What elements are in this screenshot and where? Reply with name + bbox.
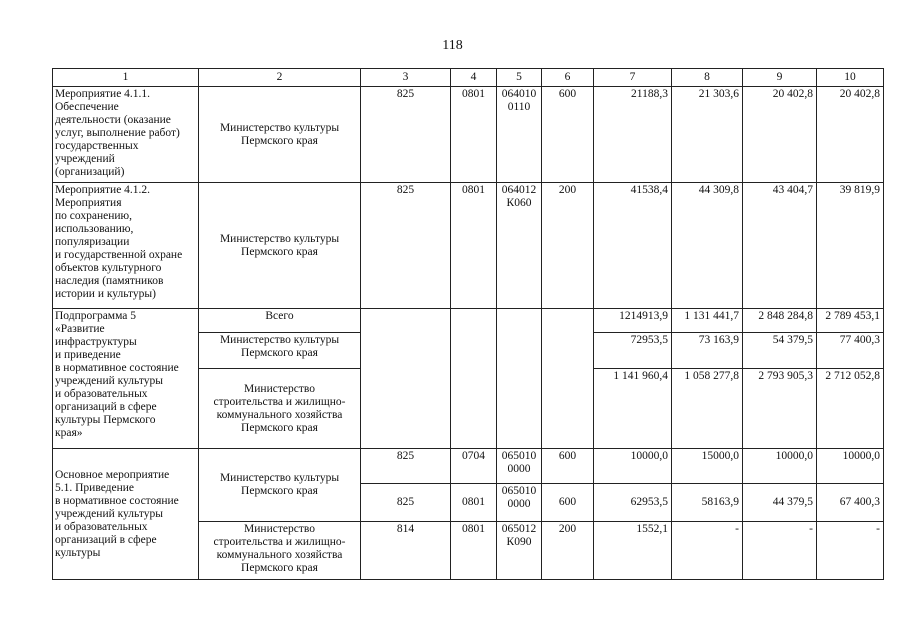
- value-cell: 2 793 905,3: [743, 369, 817, 449]
- table-row: [53, 309, 884, 333]
- empty-cell: [451, 309, 497, 449]
- value-cell: 2 712 052,8: [817, 369, 884, 449]
- code-cell: 0801: [451, 183, 497, 309]
- column-number: 7: [594, 69, 672, 87]
- value-cell: 1 058 277,8: [672, 369, 743, 449]
- value-cell: -: [743, 522, 817, 580]
- code-cell: 825: [361, 449, 451, 484]
- executor-cell: Министерство культуры Пермского края: [199, 333, 361, 369]
- code-cell: 600: [542, 449, 594, 484]
- code-cell: 600: [542, 484, 594, 522]
- value-cell: 72953,5: [594, 333, 672, 369]
- code-cell: 065012 К090: [497, 522, 542, 580]
- code-cell: 0801: [451, 522, 497, 580]
- column-number-row: [53, 69, 884, 87]
- table-row: [53, 183, 884, 309]
- measure-name: Мероприятие 4.1.2. Мероприятия по сохранению, использованию, популяризации и государственной охране объектов культурного наследия (памятников истории и культуры): [53, 183, 199, 309]
- column-number: 3: [361, 69, 451, 87]
- code-cell: 065010 0000: [497, 449, 542, 484]
- value-cell: 20 402,8: [817, 87, 884, 183]
- code-cell: 814: [361, 522, 451, 580]
- measure-name: Мероприятие 4.1.1. Обеспечение деятельности (оказание услуг, выполнение работ) государственных учреждений (организаций): [53, 87, 199, 183]
- value-cell: 43 404,7: [743, 183, 817, 309]
- value-cell: 1 131 441,7: [672, 309, 743, 333]
- value-cell: 44 309,8: [672, 183, 743, 309]
- value-cell: 67 400,3: [817, 484, 884, 522]
- table-row: [53, 449, 884, 484]
- value-cell: 21 303,6: [672, 87, 743, 183]
- code-cell: 600: [542, 87, 594, 183]
- value-cell: 2 789 453,1: [817, 309, 884, 333]
- page-number: 118: [442, 38, 463, 53]
- value-cell: 21188,3: [594, 87, 672, 183]
- column-number: 6: [542, 69, 594, 87]
- value-cell: 20 402,8: [743, 87, 817, 183]
- value-cell: 77 400,3: [817, 333, 884, 369]
- value-cell: 39 819,9: [817, 183, 884, 309]
- value-cell: 10000,0: [743, 449, 817, 484]
- code-cell: 0704: [451, 449, 497, 484]
- value-cell: 58163,9: [672, 484, 743, 522]
- column-number: 10: [817, 69, 884, 87]
- column-number: 8: [672, 69, 743, 87]
- code-cell: 825: [361, 484, 451, 522]
- empty-cell: [542, 309, 594, 449]
- code-cell: 200: [542, 183, 594, 309]
- code-cell: 0801: [451, 484, 497, 522]
- value-cell: 54 379,5: [743, 333, 817, 369]
- column-number: 1: [53, 69, 199, 87]
- executor-cell: Всего: [199, 309, 361, 333]
- column-number: 2: [199, 69, 361, 87]
- value-cell: 10000,0: [594, 449, 672, 484]
- code-cell: 825: [361, 87, 451, 183]
- executor-cell: Министерство строительства и жилищно- коммунального хозяйства Пермского края: [199, 369, 361, 449]
- value-cell: 1552,1: [594, 522, 672, 580]
- budget-table: [52, 68, 884, 580]
- value-cell: 1 141 960,4: [594, 369, 672, 449]
- code-cell: 0801: [451, 87, 497, 183]
- column-number: 9: [743, 69, 817, 87]
- value-cell: -: [817, 522, 884, 580]
- executor-cell: Министерство культуры Пермского края: [199, 87, 361, 183]
- value-cell: 10000,0: [817, 449, 884, 484]
- empty-cell: [361, 309, 451, 449]
- code-cell: 064010 0110: [497, 87, 542, 183]
- value-cell: 73 163,9: [672, 333, 743, 369]
- subprogram-name: Подпрограмма 5 «Развитие инфраструктуры и приведение в нормативное состояние учреждений культуры и образовательных организаций в сфере культуры Пермского края»: [53, 309, 199, 449]
- measure-name: Основное мероприятие 5.1. Приведение в нормативное состояние учреждений культуры и образовательных организаций в сфере культуры: [53, 449, 199, 580]
- column-number: 4: [451, 69, 497, 87]
- code-cell: 825: [361, 183, 451, 309]
- table-row: [53, 87, 884, 183]
- column-number: 5: [497, 69, 542, 87]
- executor-cell: Министерство культуры Пермского края: [199, 183, 361, 309]
- executor-cell: Министерство строительства и жилищно- коммунального хозяйства Пермского края: [199, 522, 361, 580]
- value-cell: 44 379,5: [743, 484, 817, 522]
- value-cell: 41538,4: [594, 183, 672, 309]
- code-cell: 065010 0000: [497, 484, 542, 522]
- value-cell: -: [672, 522, 743, 580]
- value-cell: 15000,0: [672, 449, 743, 484]
- code-cell: 200: [542, 522, 594, 580]
- value-cell: 1214913,9: [594, 309, 672, 333]
- executor-cell: Министерство культуры Пермского края: [199, 449, 361, 522]
- empty-cell: [497, 309, 542, 449]
- value-cell: 2 848 284,8: [743, 309, 817, 333]
- code-cell: 064012 К060: [497, 183, 542, 309]
- value-cell: 62953,5: [594, 484, 672, 522]
